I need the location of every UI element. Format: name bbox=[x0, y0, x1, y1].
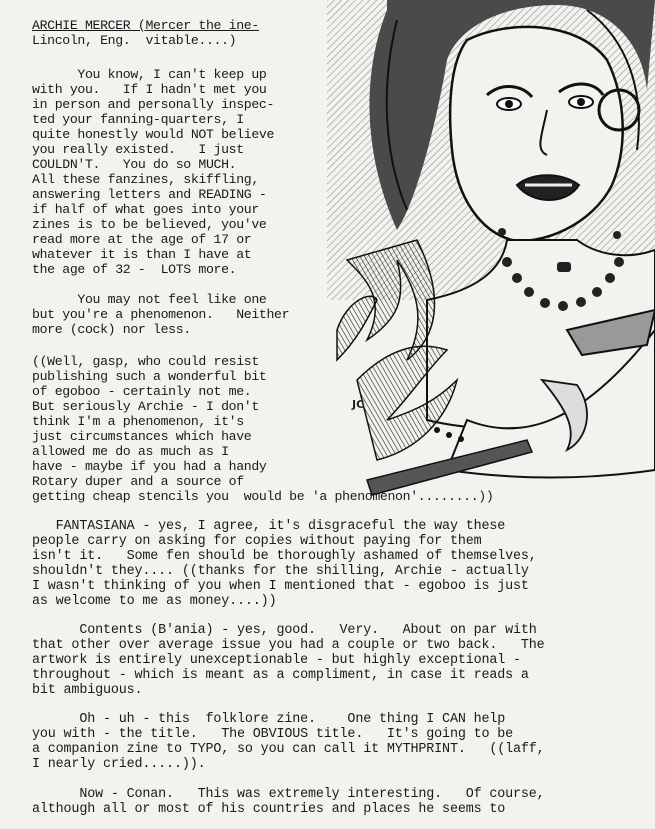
text-line: ((Well, gasp, who could resist bbox=[32, 354, 259, 369]
text-line: allowed me do as much as I bbox=[32, 444, 229, 459]
text-line: bit ambiguous. bbox=[32, 683, 143, 698]
text-line: in person and personally inspec- bbox=[32, 97, 275, 112]
text-line: ted your fanning-quarters, I bbox=[32, 112, 244, 127]
artist-signature: JC bbox=[352, 398, 365, 411]
text-line: whatever it is than I have at bbox=[32, 247, 252, 262]
woman-with-pearls-illustration-icon bbox=[327, 0, 655, 500]
text-line: of egoboo - certainly not me. bbox=[32, 384, 252, 399]
text-line: you really existed. I just bbox=[32, 142, 244, 157]
text-line: getting cheap stencils you would be 'a phenomenon'........)) bbox=[32, 489, 494, 504]
text-line: I wasn't thinking of you when I mentioned that - egoboo is just bbox=[32, 579, 529, 594]
text-line: if half of what goes into your bbox=[32, 202, 259, 217]
text-line: Contents (B'ania) - yes, good. Very. About on par with bbox=[32, 623, 537, 638]
text-line: You know, I can't keep up bbox=[32, 67, 267, 82]
text-line: zines is to be believed, you've bbox=[32, 217, 267, 232]
text-line: You may not feel like one bbox=[32, 292, 267, 307]
text-line: isn't it. Some fen should be thoroughly ashamed of themselves, bbox=[32, 549, 537, 564]
header-line-1: ARCHIE MERCER (Mercer the ine- bbox=[32, 18, 259, 33]
text-line: publishing such a wonderful bit bbox=[32, 369, 267, 384]
text-line: artwork is entirely unexceptionable - but highly exceptional - bbox=[32, 653, 521, 668]
text-line: quite honestly would NOT believe bbox=[32, 127, 275, 142]
text-line: think I'm a phenomenon, it's bbox=[32, 414, 244, 429]
text-line: answering letters and READING - bbox=[32, 187, 267, 202]
text-line: that other over average issue you had a couple or two back. The bbox=[32, 638, 545, 653]
text-line: with you. If I hadn't met you bbox=[32, 82, 267, 97]
text-line: but you're a phenomenon. Neither bbox=[32, 307, 290, 322]
text-line: read more at the age of 17 or bbox=[32, 232, 252, 247]
header-line-2: Lincoln, Eng. vitable....) bbox=[32, 33, 237, 48]
text-line: the age of 32 - LOTS more. bbox=[32, 262, 237, 277]
text-line: throughout - which is meant as a compliment, in case it reads a bbox=[32, 668, 529, 683]
text-line: COULDN'T. You do so MUCH. bbox=[32, 157, 237, 172]
text-line: you with - the title. The OBVIOUS title. It's going to be bbox=[32, 727, 514, 742]
text-line: just circumstances which have bbox=[32, 429, 252, 444]
text-line: a companion zine to TYPO, so you can call it MYTHPRINT. ((laff, bbox=[32, 742, 545, 757]
text-line: shouldn't they.... ((thanks for the shilling, Archie - actually bbox=[32, 564, 529, 579]
text-line: FANTASIANA - yes, I agree, it's disgraceful the way these bbox=[32, 519, 506, 534]
text-line: more (cock) nor less. bbox=[32, 322, 191, 337]
text-line: I nearly cried.....)). bbox=[32, 757, 206, 772]
text-line: All these fanzines, skiffling, bbox=[32, 172, 259, 187]
text-line: Rotary duper and a source of bbox=[32, 474, 244, 489]
text-line: Oh - uh - this folklore zine. One thing I CAN help bbox=[32, 712, 506, 727]
text-line: Now - Conan. This was extremely interesting. Of course, bbox=[32, 787, 545, 802]
text-line: people carry on asking for copies without paying for them bbox=[32, 534, 482, 549]
text-line: as welcome to me as money....)) bbox=[32, 594, 277, 609]
text-line: have - maybe if you had a handy bbox=[32, 459, 267, 474]
text-line: although all or most of his countries and places he seems to bbox=[32, 802, 506, 817]
text-line: But seriously Archie - I don't bbox=[32, 399, 259, 414]
